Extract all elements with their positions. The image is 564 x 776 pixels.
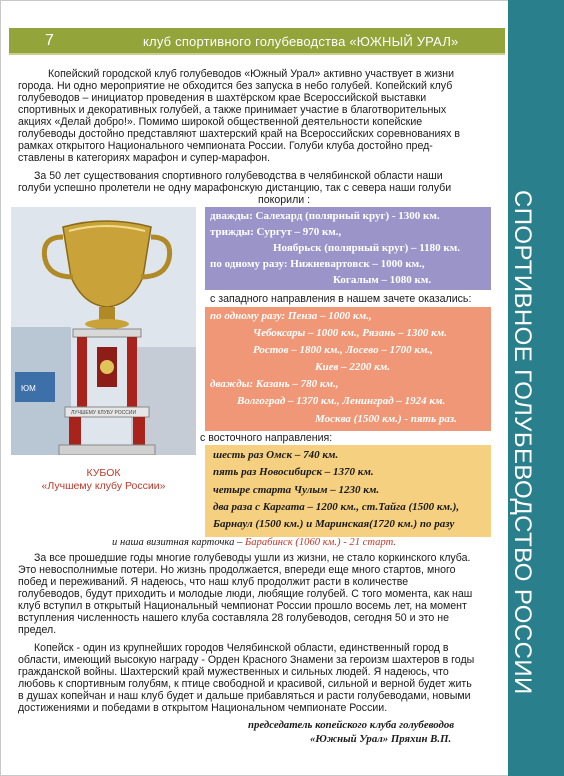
para4-line: гражданской войны. Шахтерский край мужественных и сильных людей. Я надеюсь, что — [18, 666, 449, 678]
north-line: по одному разу: Нижневартовск – 1000 км., — [210, 258, 425, 270]
para3-line: побед и переживаний. Я надеюсь, что наш клуб продолжит расти в количестве — [18, 576, 409, 588]
intro-line: голубеводы достойно представляют шахтерский край на Всероссийских соревнованиях в — [18, 128, 460, 140]
visit-card-line — [112, 537, 396, 548]
sidebar-vertical-title: СПОРТИВНОЕ ГОЛУБЕВОДСТВО РОССИИ — [509, 190, 536, 695]
east-line: два раза с Каргата – 1200 км., ст.Тайга (1500 км.), — [213, 501, 460, 513]
west-line: по одному разу: Пенза – 1000 км., — [210, 310, 372, 322]
north-line: Когалым – 1080 км. — [333, 274, 432, 286]
east-line: четыре старта Чулым – 1230 км. — [213, 484, 380, 496]
west-line: дважды: Казань – 780 км., — [210, 378, 339, 390]
photo-caption-title: КУБОК — [86, 467, 121, 479]
west-line: Ростов – 1800 км., Лосево – 1700 км., — [253, 344, 433, 356]
intro-line: Копейский городской клуб голубеводов «Южный Урал» активно участвует в жизни — [48, 68, 455, 80]
intro-line: рамках открытого Национального чемпионата России. Голуби клуба достойно пред- — [18, 140, 433, 152]
header-title: клуб спортивного голубеводства «ЮЖНЫЙ УРАЛ» — [143, 34, 459, 49]
east-line: Барнаул (1500 км.) и Маринская(1720 км.) по разу — [213, 518, 455, 530]
para4-line: любовь к спортивным голубям, к птице свободной и красивой, сильной и верной будет жить — [18, 678, 472, 690]
para4-line: в душах копейчан и наш клуб будет и дальше прибавляться и расти голубеводами, новыми — [18, 690, 471, 702]
east-intro: с восточного направления: — [200, 432, 333, 444]
north-line: трижды: Сургут – 970 км., — [210, 226, 342, 238]
north-intro: покорили : — [258, 194, 311, 206]
photo-caption-subtitle: «Лучшему клубу России» — [41, 480, 166, 492]
intro-line: спортивных и декоративных голубей, а также принимает участие в благотворительных — [18, 104, 447, 116]
east-line: шесть раз Омск – 740 км. — [213, 449, 339, 461]
signature-line: председатель копейского клуба голубеводов — [248, 719, 455, 731]
west-line: Волгоград – 1370 км., Ленинград – 1924 км. — [237, 395, 446, 407]
north-line: дважды: Салехард (полярный круг) - 1300 км. — [210, 210, 440, 222]
intro-line: ставлены в категориях марафон и супер-марафон. — [18, 152, 271, 164]
west-destinations-box — [205, 307, 491, 431]
intro-line: города. Ни одно мероприятие не обходится без запуска в небо голубей. Копейский клуб — [18, 80, 453, 92]
para4-line: достижениями и победами в открытом Национальном чемпионате России. — [18, 702, 388, 714]
intro-line: акциях «Делай добро!». Помимо широкой общественной деятельности копейские — [18, 116, 423, 128]
photo-plaque-text: ЛУЧШЕМУ КЛУБУ РОССИИ — [71, 410, 137, 416]
page-header — [9, 28, 505, 55]
east-destinations-box — [205, 445, 491, 537]
para4-line: области, имеющий высокую награду - Орден Красного Знамени за героизм шахтеров в годы — [18, 654, 475, 666]
north-destinations-box — [205, 207, 491, 290]
west-intro: с западного направления в нашем зачете оказались: — [210, 293, 472, 305]
para3-line: голубеводов, будут приходить и молодые люди, любящие голубей. С того момента, как наш — [18, 588, 473, 600]
west-line: Киев – 2200 км. — [315, 361, 390, 373]
visit-card-highlight: Барабинск (1060 км.) - 21 старт. — [245, 537, 397, 548]
west-line: Чебоксары – 1000 км., Рязань – 1300 км. — [253, 327, 447, 339]
para3-line: Это невосполнимые потери. Но жизнь продолжается, впереди еще много стартов, много — [18, 564, 456, 576]
signature-line: «Южный Урал» Пряхин В.П. — [310, 733, 452, 745]
para4-line: Копейск - один из крупнейших городов Челябинской области, единственный город в — [34, 642, 449, 654]
para2-line: За 50 лет существования спортивного голубеводства в челябинской области наши — [34, 170, 443, 182]
trophy-photo — [11, 207, 196, 455]
para2-line: голуби успешно пролетели не одну марафонскую дистанцию, так с севера наши голуби — [18, 182, 452, 194]
para3-line: За все прошедшие годы многие голубеводы ушли из жизни, не стало коркинского клуба. — [34, 552, 471, 564]
para3-line: предел. — [18, 624, 57, 636]
page-number: 7 — [45, 32, 54, 49]
intro-line: голубеводов – инициатор проведения в шахтёрском крае Всероссийской выставки — [18, 92, 427, 104]
trophy-icon — [11, 207, 196, 455]
west-line: Москва (1500 км.) - пять раз. — [315, 413, 457, 425]
north-line: Ноябрьск (полярный круг) – 1180 км. — [273, 242, 461, 254]
para3-line: вступления численность нашего клуба составляла 28 голубеводов, сегодня 50 и это не — [18, 612, 449, 624]
visit-card-prefix: и наша визитная карточка – — [112, 537, 245, 548]
para3-line: клуб вступил в открытый Национальный чемпионат России прошло восемь лет, на момент — [18, 600, 467, 612]
photo-sign-text: ЮМ — [21, 384, 36, 393]
east-line: пять раз Новосибирск – 1370 км. — [213, 466, 374, 478]
